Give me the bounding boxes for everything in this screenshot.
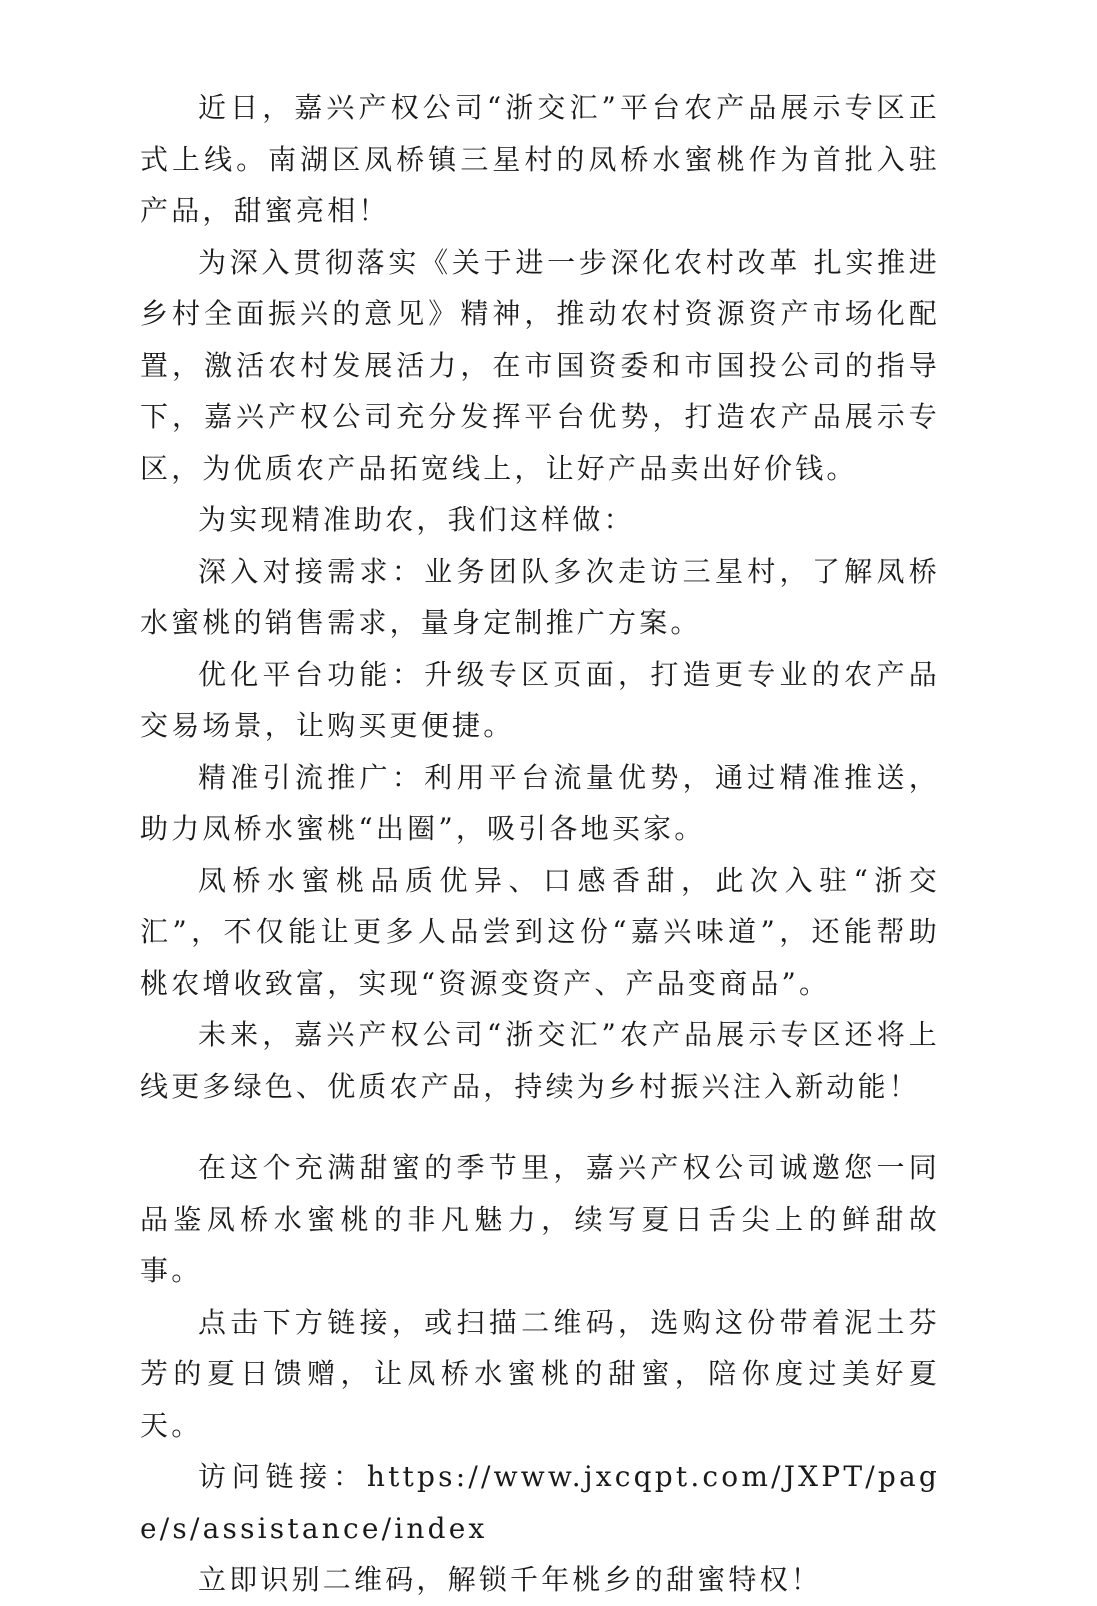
link-label: 访问链接： bbox=[198, 1460, 367, 1493]
paragraph-measure-demand: 深入对接需求：业务团队多次走访三星村，了解凤桥水蜜桃的销售需求，量身定制推广方案。 bbox=[140, 554, 940, 639]
paragraph-future: 未来，嘉兴产权公司“浙交汇”农产品展示专区还将上线更多绿色、优质农产品，持续为乡村振兴注入新动能！ bbox=[140, 1018, 940, 1103]
article-body-part1 bbox=[140, 82, 940, 1112]
visit-link[interactable]: https://www.jxcqpt.com/JXPT/page/s/assistance/index bbox=[140, 1460, 940, 1545]
paragraph-measures-intro: 为实现精准助农，我们这样做： bbox=[198, 503, 635, 536]
paragraph-product-quality: 凤桥水蜜桃品质优异、口感香甜，此次入驻“浙交汇”，不仅能让更多人品尝到这份“嘉兴味道”，还能帮助桃农增收致富，实现“资源变资产、产品变商品”。 bbox=[140, 863, 940, 1000]
paragraph-measure-promotion: 精准引流推广：利用平台流量优势，通过精准推送，助力凤桥水蜜桃“出圈”，吸引各地买家。 bbox=[140, 760, 940, 845]
paragraph-measure-platform: 优化平台功能：升级专区页面，打造更专业的农产品交易场景，让购买更便捷。 bbox=[140, 657, 940, 742]
paragraph-link bbox=[140, 1451, 940, 1554]
paragraph-background: 为深入贯彻落实《关于进一步深化农村改革 扎实推进乡村全面振兴的意见》精神，推动农村资源资产市场化配置，激活农村发展活力，在市国资委和市国投公司的指导下，嘉兴产权公司充分发挥平台优势，打造农产品展示专区，为优质农产品拓宽线上，让好产品卖出好价钱。 bbox=[140, 245, 940, 485]
paragraph-closing: 立即识别二维码，解锁千年桃乡的甜蜜特权！ bbox=[198, 1563, 823, 1596]
paragraph-call-to-action: 点击下方链接，或扫描二维码，选购这份带着泥土芬芳的夏日馈赠，让凤桥水蜜桃的甜蜜，陪你度过美好夏天。 bbox=[140, 1305, 940, 1442]
paragraph-invitation: 在这个充满甜蜜的季节里，嘉兴产权公司诚邀您一同品鉴凤桥水蜜桃的非凡魅力，续写夏日舌尖上的鲜甜故事。 bbox=[140, 1151, 940, 1287]
article-body-part2 bbox=[140, 1142, 940, 1606]
paragraph-intro: 近日，嘉兴产权公司“浙交汇”平台农产品展示专区正式上线。南湖区凤桥镇三星村的凤桥水蜜桃作为首批入驻产品，甜蜜亮相！ bbox=[140, 91, 940, 227]
